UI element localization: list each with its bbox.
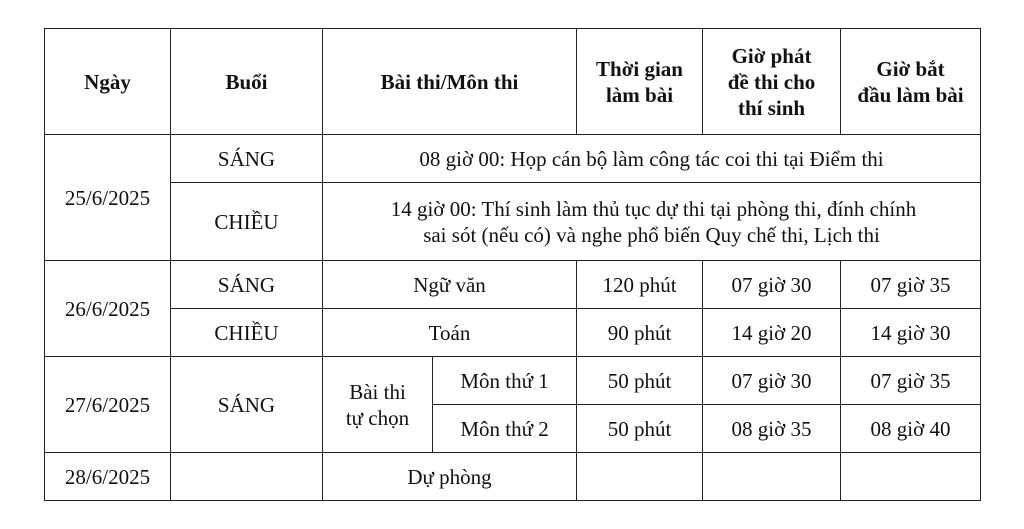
header-duration (577, 29, 703, 135)
header-paper-time-line-2: đề thi cho (727, 69, 816, 94)
duration-cell: 120 phút (577, 261, 703, 309)
paper-time-cell (703, 453, 841, 501)
paper-time-cell: 07 giờ 30 (703, 357, 841, 405)
table-row (45, 183, 981, 261)
session-cell (171, 453, 323, 501)
table-row (45, 261, 981, 309)
note-line-1: 14 giờ 00: Thí sinh làm thủ tục dự thi tại phòng thi, đính chính (390, 196, 917, 221)
table-row (45, 309, 981, 357)
header-paper-time (703, 29, 841, 135)
duration-cell: 50 phút (577, 405, 703, 453)
table-row (45, 135, 981, 183)
session-cell: CHIỀU (171, 309, 323, 357)
header-paper-time-line-3: thí sinh (737, 95, 806, 120)
header-duration-line-1: Thời gian (596, 56, 683, 81)
exam-schedule-table (44, 28, 981, 501)
session-cell: CHIỀU (171, 183, 323, 261)
start-time-cell: 14 giờ 30 (841, 309, 981, 357)
duration-cell (577, 453, 703, 501)
session-cell: SÁNG (171, 135, 323, 183)
table-row (45, 357, 981, 405)
header-session: Buổi (171, 29, 323, 135)
header-paper-time-line-1: Giờ phát (731, 43, 812, 68)
paper-time-cell: 07 giờ 30 (703, 261, 841, 309)
duration-cell: 90 phút (577, 309, 703, 357)
session-cell: SÁNG (171, 261, 323, 309)
start-time-cell: 08 giờ 40 (841, 405, 981, 453)
subject-cell: Dự phòng (323, 453, 577, 501)
subject-cell: Môn thứ 2 (433, 405, 577, 453)
paper-time-cell: 14 giờ 20 (703, 309, 841, 357)
elective-group-line-2: tự chọn (345, 405, 410, 430)
paper-time-cell: 08 giờ 35 (703, 405, 841, 453)
header-duration-line-2: làm bài (605, 82, 674, 107)
date-cell: 25/6/2025 (45, 135, 171, 261)
start-time-cell: 07 giờ 35 (841, 261, 981, 309)
header-start-time-line-1: Giờ bắt (876, 56, 945, 81)
session-cell: SÁNG (171, 357, 323, 453)
date-cell: 26/6/2025 (45, 261, 171, 357)
subject-cell: Ngữ văn (323, 261, 577, 309)
subject-cell: Môn thứ 1 (433, 357, 577, 405)
elective-group-cell (323, 357, 433, 453)
start-time-cell: 07 giờ 35 (841, 357, 981, 405)
header-start-time (841, 29, 981, 135)
header-row (45, 29, 981, 135)
table-row (45, 453, 981, 501)
subject-cell: Toán (323, 309, 577, 357)
note-cell (323, 183, 981, 261)
date-cell: 27/6/2025 (45, 357, 171, 453)
header-date: Ngày (45, 29, 171, 135)
start-time-cell (841, 453, 981, 501)
note-cell: 08 giờ 00: Họp cán bộ làm công tác coi thi tại Điểm thi (323, 135, 981, 183)
duration-cell: 50 phút (577, 357, 703, 405)
header-subject: Bài thi/Môn thi (323, 29, 577, 135)
note-line-2: sai sót (nếu có) và nghe phổ biến Quy chế thi, Lịch thi (423, 222, 880, 247)
elective-group-line-1: Bài thi (349, 379, 406, 404)
header-start-time-line-2: đầu làm bài (857, 82, 964, 107)
date-cell: 28/6/2025 (45, 453, 171, 501)
